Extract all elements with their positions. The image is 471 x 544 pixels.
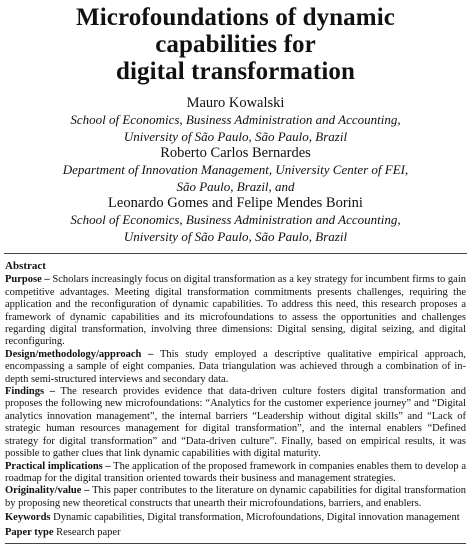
abstract	[5, 260, 466, 544]
author-affiliation: São Paulo, Brazil, and	[176, 178, 295, 194]
author-affiliation: Department of Innovation Management, University Center of FEI,	[62, 162, 409, 177]
divider	[4, 253, 467, 254]
keywords-label: Keywords	[5, 512, 51, 524]
author-block	[0, 95, 471, 245]
section-text: This paper contributes to the literature on dynamic capabilities for digital transformation by proposing new theoretical constructs that unearth their microfoundations, barriers, and enablers.	[5, 485, 467, 509]
author-affiliation: School of Economics, Business Administration and Accounting,	[70, 112, 401, 127]
author-affiliation: School of Economics, Business Administration and Accounting,	[70, 212, 401, 227]
section-text: Scholars increasingly focus on digital transformation as a key strategy for incumbent firms to gain competitive advantages. Meeting digital transformation commitments presents challenges, requiring the application and the reconfiguration of dynamic capabilities. To address this need, this research proposes a framework of dynamic capabilities and its microfoundations to assess the opportunities and challenges regarding digital transformation, involving three dimensions: Digital sensing, digital seizing, and digital reconfiguring.	[5, 274, 467, 348]
section-label: Practical implications –	[5, 460, 111, 472]
paper-type-label: Paper type	[5, 526, 54, 538]
paper-type-text: Research paper	[56, 526, 121, 538]
title-line: digital transformation	[116, 58, 355, 85]
author-name: Mauro Kowalski	[186, 95, 285, 111]
author-name: Roberto Carlos Bernardes	[160, 145, 311, 161]
author-affiliation: University of São Paulo, São Paulo, Brazil	[123, 228, 348, 244]
section-label: Originality/value –	[5, 485, 90, 497]
section-label: Purpose –	[5, 274, 50, 286]
title-line: Microfoundations of dynamic	[76, 4, 395, 31]
abstract-originality	[5, 485, 466, 510]
title-line: capabilities for	[155, 31, 316, 58]
abstract-heading: Abstract	[5, 260, 46, 272]
section-text: This study employed a descriptive qualitative empirical approach, encompassing a sample of eight companies. Data triangulation was achieved through a combination of in-depth semi-structured interviews and secondary data.	[5, 348, 467, 385]
author-name: Leonardo Gomes and Felipe Mendes Borini	[108, 195, 363, 211]
abstract-findings	[5, 386, 466, 460]
keywords	[5, 512, 466, 524]
abstract-implications	[5, 461, 466, 486]
section-text: The application of the proposed framework in companies enables them to develop a roadmap for the digital transition oriented towards their business and management strategies.	[5, 460, 467, 484]
paper-title	[20, 4, 451, 85]
abstract-purpose	[5, 274, 466, 348]
section-label: Design/methodology/approach –	[5, 348, 154, 360]
keywords-text: Dynamic capabilities, Digital transformation, Microfoundations, Digital innovation management	[53, 512, 460, 524]
section-label: Findings –	[5, 386, 55, 398]
author-affiliation: University of São Paulo, São Paulo, Brazil	[123, 128, 348, 144]
abstract-design	[5, 349, 466, 386]
paper-type	[5, 527, 466, 539]
section-text: The research provides evidence that data-driven culture fosters digital transformation and proposes the following new microfoundations: “Analytics for the customer experience journey” and “Digital analytics innovation management”, the internal barriers “Leadership without digital skills” and “Lack of strategic human resources management for digital transformation”, and the internal enablers “Defined strategy for digital transformation” and “Data-driven culture”. Finally, based on empirical results, it was possible to gather clues that link dynamic capabilities with digital maturity.	[5, 386, 466, 460]
